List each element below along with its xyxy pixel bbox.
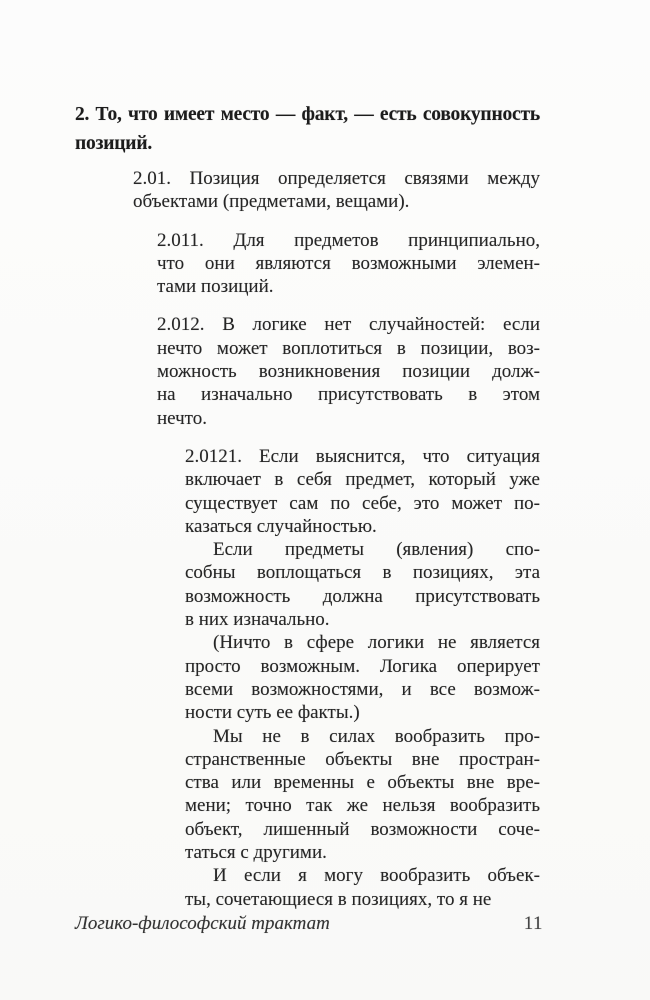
text-line: можность возникновения позиции долж- — [157, 361, 540, 383]
paragraph — [185, 631, 540, 724]
text-line: просто возможным. Логика оперирует — [185, 655, 540, 677]
paragraph — [157, 313, 540, 429]
text-line: существует сам по себе, это может по- — [185, 492, 540, 514]
text-line: собны воплощаться в позициях, эта — [185, 562, 540, 584]
statement-2.0121 — [185, 445, 540, 911]
paragraph — [133, 167, 540, 214]
heading-line: позиций. — [75, 133, 153, 154]
text-line: Мы не в силах вообразить про- — [213, 725, 540, 747]
text-line: казаться случайностью. — [185, 515, 377, 537]
paragraph — [185, 538, 540, 631]
text-line: что они являются возможными элемен- — [157, 252, 540, 274]
text-line: всеми возможностями, и все возмож- — [185, 678, 540, 700]
page-body — [75, 167, 540, 911]
page-footer — [75, 913, 543, 935]
text-line: 2.0121. Если выяснится, что ситуация — [185, 445, 540, 467]
running-title: Логико-философский трактат — [75, 913, 330, 934]
text-line: странственные объекты вне простран- — [185, 748, 540, 770]
text-line: 2.01. Позиция определяется связями между — [133, 168, 540, 189]
text-line: Если предметы (явления) спо- — [213, 539, 540, 561]
text-line: таться с другими. — [185, 842, 327, 864]
paragraph — [185, 445, 540, 538]
text-line: мени; точно так же нельзя вообразить — [185, 795, 540, 817]
page-number: 11 — [523, 913, 543, 934]
text-line: объект, лишенный возможности соче- — [185, 818, 540, 840]
text-line: на изначально присутствовать в этом — [157, 384, 540, 406]
heading-line: 2. То, что имеет место — факт, — есть совокупность — [75, 104, 540, 125]
text-line: И если я могу вообразить объек- — [213, 865, 540, 887]
paragraph — [157, 229, 540, 299]
text-line: ты, сочетающиеся в позициях, то я не — [185, 888, 492, 910]
paragraph — [185, 864, 540, 911]
text-line: нечто. — [157, 407, 207, 429]
statement-2.01 — [133, 167, 540, 214]
text-line: в них изначально. — [185, 609, 330, 631]
text-line: нечто может воплотиться в позиции, воз- — [157, 337, 540, 359]
text-line: возможность должна присутствовать — [185, 585, 540, 607]
text-line: (Ничто в сфере логики не является — [213, 632, 540, 654]
text-line: ства или временны е объекты вне вре- — [185, 772, 540, 794]
statement-2.011 — [157, 229, 540, 299]
text-line: объектами (предметами, вещами). — [133, 191, 410, 213]
text-line: тами позиций. — [157, 276, 274, 298]
text-line: ности суть ее факты.) — [185, 702, 360, 724]
section-heading — [75, 100, 540, 158]
text-line: 2.012. В логике нет случайностей: если — [157, 314, 540, 336]
paragraph — [185, 725, 540, 865]
statement-2.012 — [157, 313, 540, 429]
text-line: 2.011. Для предметов принципиально, — [157, 229, 540, 251]
text-line: включает в себя предмет, который уже — [185, 469, 540, 491]
